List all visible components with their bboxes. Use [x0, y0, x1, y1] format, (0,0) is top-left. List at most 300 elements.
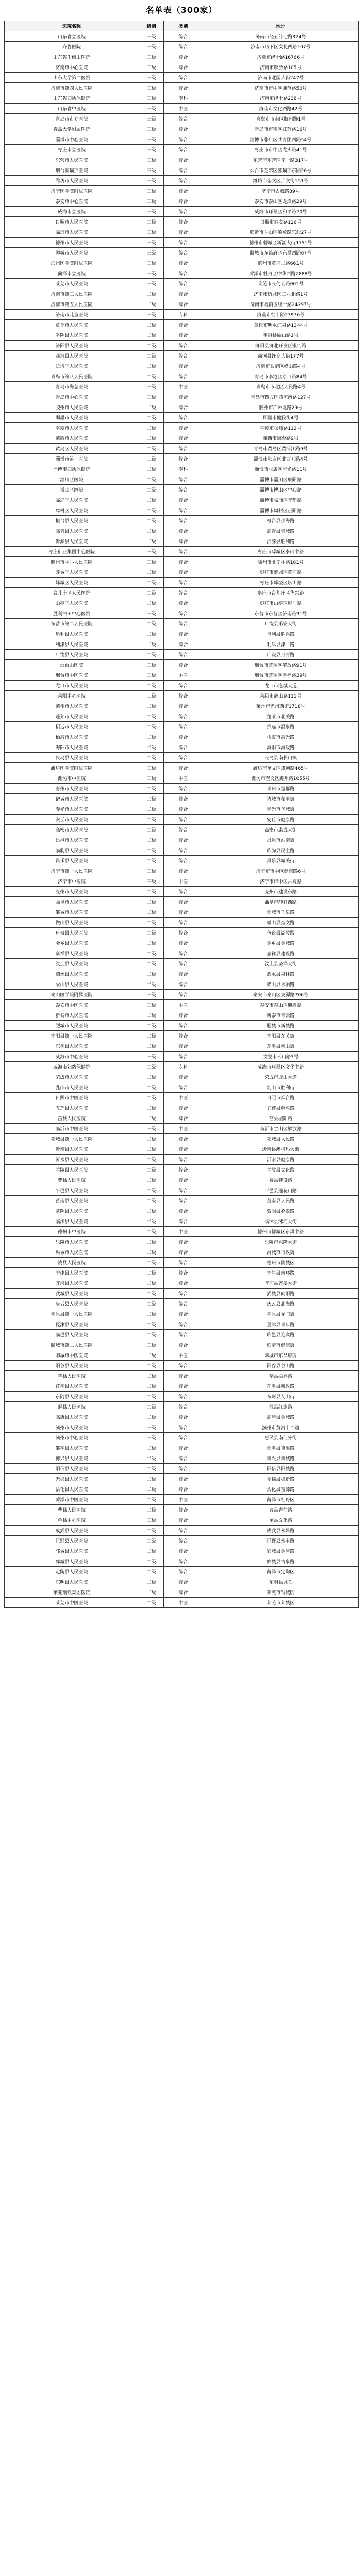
column-header-type: 类别 — [164, 21, 203, 31]
cell-address: 龙口市港城大道 — [203, 681, 358, 691]
cell-type: 中医 — [164, 1350, 203, 1361]
cell-address: 平原县龙门街 — [203, 1309, 358, 1319]
table-row — [5, 1206, 359, 1216]
cell-name: 安丘市人民医院 — [5, 815, 139, 825]
cell-level: 二级 — [139, 402, 164, 413]
cell-level: 二级 — [139, 1155, 164, 1165]
cell-name: 鄄城县人民医院 — [5, 1556, 139, 1567]
cell-name: 五莲县人民医院 — [5, 1103, 139, 1113]
table-header-row — [5, 21, 359, 31]
table-row — [5, 485, 359, 495]
cell-type: 综合 — [164, 330, 203, 341]
cell-type: 综合 — [164, 392, 203, 402]
cell-level: 三级 — [139, 114, 164, 124]
cell-level: 二级 — [139, 1227, 164, 1237]
cell-level: 二级 — [139, 1113, 164, 1124]
cell-type: 综合 — [164, 165, 203, 176]
table-row — [5, 835, 359, 845]
cell-type: 综合 — [164, 1422, 203, 1433]
cell-level: 二级 — [139, 567, 164, 578]
cell-address: 淄博市淄川区般阳路 — [203, 474, 358, 485]
cell-type: 综合 — [164, 1072, 203, 1082]
cell-type: 综合 — [164, 804, 203, 815]
cell-address: 平度市扬州路112号 — [203, 423, 358, 433]
cell-address: 枣庄市薛城区泰山中路 — [203, 547, 358, 557]
cell-level: 二级 — [139, 516, 164, 526]
cell-level: 三级 — [139, 310, 164, 320]
cell-address: 兰陵县文化路 — [203, 1165, 358, 1175]
table-row — [5, 815, 359, 825]
cell-address: 济南市经十路16766号 — [203, 52, 358, 62]
cell-level: 三级 — [139, 93, 164, 104]
cell-address: 武城县向阳路 — [203, 1289, 358, 1299]
cell-type: 中医 — [164, 1000, 203, 1010]
cell-level: 三级 — [139, 691, 164, 701]
cell-level: 二级 — [139, 629, 164, 639]
cell-address: 莱芜市钢城区 — [203, 1587, 358, 1598]
cell-level: 二级 — [139, 1443, 164, 1453]
table-row — [5, 1278, 359, 1289]
cell-address: 郯城县人民路 — [203, 1134, 358, 1144]
cell-type: 综合 — [164, 1587, 203, 1598]
cell-name: 东明县人民医院 — [5, 1577, 139, 1587]
cell-type: 综合 — [164, 176, 203, 186]
cell-type: 综合 — [164, 990, 203, 1000]
cell-level: 二级 — [139, 804, 164, 815]
cell-level: 二级 — [139, 825, 164, 835]
table-row — [5, 608, 359, 619]
cell-type: 综合 — [164, 1402, 203, 1412]
cell-address: 莘县振兴路 — [203, 1371, 358, 1381]
cell-level: 二级 — [139, 1082, 164, 1093]
table-row — [5, 1237, 359, 1247]
cell-level: 二级 — [139, 650, 164, 660]
cell-type: 综合 — [164, 1474, 203, 1484]
cell-name: 即墨市人民医院 — [5, 413, 139, 423]
cell-type: 综合 — [164, 763, 203, 773]
cell-type: 综合 — [164, 1392, 203, 1402]
cell-level: 二级 — [139, 351, 164, 361]
table-row — [5, 495, 359, 505]
cell-name: 潍坊市中医院 — [5, 773, 139, 784]
cell-type: 综合 — [164, 1536, 203, 1546]
cell-level: 二级 — [139, 1247, 164, 1258]
table-row — [5, 526, 359, 536]
cell-type: 综合 — [164, 794, 203, 804]
cell-type: 综合 — [164, 1556, 203, 1567]
table-row — [5, 578, 359, 588]
cell-address: 泰安市泰山区龙潭路706号 — [203, 990, 358, 1000]
cell-name: 潍坊医学院附属医院 — [5, 763, 139, 773]
table-row — [5, 258, 359, 268]
cell-type: 综合 — [164, 495, 203, 505]
cell-address: 沾化县富源路 — [203, 1484, 358, 1495]
cell-level: 二级 — [139, 1237, 164, 1247]
cell-address: 费县建设路 — [203, 1175, 358, 1185]
cell-address: 桓台县少海路 — [203, 516, 358, 526]
cell-name: 莱芜钢铁集团医院 — [5, 1587, 139, 1598]
cell-address: 日照市泰安路126号 — [203, 217, 358, 227]
cell-type: 综合 — [164, 897, 203, 907]
cell-name: 泰安市中医医院 — [5, 1000, 139, 1010]
cell-address: 巨野县永丰路 — [203, 1536, 358, 1546]
cell-type: 中医 — [164, 1124, 203, 1134]
cell-address: 平邑县莲花山路 — [203, 1185, 358, 1196]
table-row — [5, 1144, 359, 1155]
cell-name: 莱州市人民医院 — [5, 701, 139, 711]
cell-name: 德州市人民医院 — [5, 238, 139, 248]
cell-level: 二级 — [139, 1206, 164, 1216]
table-row — [5, 248, 359, 258]
cell-name: 肥城市人民医院 — [5, 1021, 139, 1031]
cell-level: 三级 — [139, 876, 164, 887]
cell-address: 郓城县金河路 — [203, 1546, 358, 1556]
cell-name: 沂水县人民医院 — [5, 1155, 139, 1165]
cell-address: 高密市康成大街 — [203, 825, 358, 835]
cell-name: 蓬莱市人民医院 — [5, 711, 139, 722]
cell-level: 二级 — [139, 1505, 164, 1515]
cell-address: 青州市益都路 — [203, 784, 358, 794]
table-row — [5, 959, 359, 969]
table-row — [5, 1124, 359, 1134]
table-row — [5, 433, 359, 444]
cell-level: 三级 — [139, 52, 164, 62]
table-row — [5, 887, 359, 897]
cell-type: 综合 — [164, 413, 203, 423]
cell-type: 专科 — [164, 93, 203, 104]
cell-type: 综合 — [164, 1577, 203, 1587]
cell-name: 枣庄矿业集团中心医院 — [5, 547, 139, 557]
cell-level: 三级 — [139, 155, 164, 165]
cell-type: 中医 — [164, 670, 203, 681]
cell-level: 二级 — [139, 742, 164, 753]
cell-level: 二级 — [139, 1268, 164, 1278]
cell-address: 济南市解放路105号 — [203, 62, 358, 73]
cell-type: 综合 — [164, 1526, 203, 1536]
cell-name: 博山区医院 — [5, 485, 139, 495]
cell-name: 微山县人民医院 — [5, 918, 139, 928]
table-row — [5, 547, 359, 557]
table-row — [5, 124, 359, 134]
table-row — [5, 763, 359, 773]
table-row — [5, 598, 359, 608]
cell-name: 日照市人民医院 — [5, 217, 139, 227]
cell-name: 威海市中心医院 — [5, 1052, 139, 1062]
cell-address: 微山县奎文路 — [203, 918, 358, 928]
cell-level: 三级 — [139, 62, 164, 73]
table-row — [5, 660, 359, 670]
cell-level: 三级 — [139, 238, 164, 248]
cell-type: 综合 — [164, 361, 203, 371]
cell-address: 荣成市成山大道 — [203, 1072, 358, 1082]
cell-address: 淄博市临淄区齐都路 — [203, 495, 358, 505]
cell-name: 高青县人民医院 — [5, 526, 139, 536]
cell-type: 综合 — [164, 660, 203, 670]
cell-name: 蒙阴县人民医院 — [5, 1206, 139, 1216]
cell-address: 德州市德城区东风中路 — [203, 1227, 358, 1237]
cell-address: 乐陵市兴隆大街 — [203, 1237, 358, 1247]
table-row — [5, 1505, 359, 1515]
cell-type: 综合 — [164, 547, 203, 557]
cell-address: 东明县城关 — [203, 1577, 358, 1587]
cell-name: 龙口市人民医院 — [5, 681, 139, 691]
table-row — [5, 969, 359, 979]
cell-address: 招远市温泉路 — [203, 722, 358, 732]
cell-type: 专科 — [164, 464, 203, 474]
cell-level: 三级 — [139, 227, 164, 238]
cell-address: 枣庄市峄城区坛山路 — [203, 578, 358, 588]
cell-name: 章丘市人民医院 — [5, 320, 139, 330]
cell-name: 曲阜市人民医院 — [5, 897, 139, 907]
cell-type: 综合 — [164, 371, 203, 382]
cell-address: 菏泽市定陶区 — [203, 1567, 358, 1577]
table-row — [5, 938, 359, 948]
cell-type: 综合 — [164, 516, 203, 526]
table-row — [5, 454, 359, 464]
cell-name: 禹城市人民医院 — [5, 1247, 139, 1258]
cell-name: 聊城市中医医院 — [5, 1350, 139, 1361]
cell-level: 二级 — [139, 526, 164, 536]
cell-address: 嘉祥县建设路 — [203, 948, 358, 959]
cell-name: 济阳县人民医院 — [5, 341, 139, 351]
cell-name: 莒南县人民医院 — [5, 1196, 139, 1206]
cell-name: 东平县人民医院 — [5, 1041, 139, 1052]
cell-name: 宁阳县第一人民医院 — [5, 1031, 139, 1041]
cell-name: 烟台毓璜顶医院 — [5, 165, 139, 176]
cell-type: 综合 — [164, 825, 203, 835]
cell-address: 德州市陵城区 — [203, 1258, 358, 1268]
table-row — [5, 186, 359, 196]
cell-name: 武城县人民医院 — [5, 1289, 139, 1299]
cell-type: 综合 — [164, 1433, 203, 1443]
page-title: 名单表（300家） — [145, 5, 218, 15]
cell-name: 济南市儿童医院 — [5, 310, 139, 320]
table-row — [5, 1340, 359, 1350]
table-row — [5, 557, 359, 567]
cell-address: 东营市东营区济南路31号 — [203, 608, 358, 619]
cell-type: 中医 — [164, 1227, 203, 1237]
cell-level: 二级 — [139, 371, 164, 382]
cell-name: 青岛市市立医院 — [5, 114, 139, 124]
cell-type: 综合 — [164, 1464, 203, 1474]
cell-name: 烟台市中医医院 — [5, 670, 139, 681]
table-row — [5, 711, 359, 722]
table-row — [5, 794, 359, 804]
cell-level: 二级 — [139, 1464, 164, 1474]
cell-level: 三级 — [139, 866, 164, 876]
table-row — [5, 196, 359, 207]
table-row — [5, 1289, 359, 1299]
cell-address: 金乡县金城路 — [203, 938, 358, 948]
cell-level: 三级 — [139, 279, 164, 289]
table-row — [5, 567, 359, 578]
cell-level: 二级 — [139, 1474, 164, 1484]
table-row — [5, 804, 359, 815]
cell-address: 阳谷县谷山路 — [203, 1361, 358, 1371]
cell-address: 齐河县齐晏大街 — [203, 1278, 358, 1289]
cell-name: 高密市人民医院 — [5, 825, 139, 835]
table-row — [5, 773, 359, 784]
cell-name: 周村区人民医院 — [5, 505, 139, 516]
cell-type: 综合 — [164, 145, 203, 155]
cell-type: 综合 — [164, 1247, 203, 1258]
cell-level: 二级 — [139, 1309, 164, 1319]
table-row — [5, 897, 359, 907]
cell-type: 综合 — [164, 485, 203, 495]
cell-name: 费县人民医院 — [5, 1175, 139, 1185]
cell-address: 威海市环翠区文化中路 — [203, 1062, 358, 1072]
table-row — [5, 165, 359, 176]
cell-name: 临邑县人民医院 — [5, 1330, 139, 1340]
cell-level: 二级 — [139, 722, 164, 732]
cell-address: 诸城市和平街 — [203, 794, 358, 804]
cell-level: 三级 — [139, 1340, 164, 1350]
cell-level: 二级 — [139, 1072, 164, 1082]
cell-type: 综合 — [164, 701, 203, 711]
cell-type: 综合 — [164, 238, 203, 248]
table-row — [5, 1103, 359, 1113]
cell-address: 商河县许商大街177号 — [203, 351, 358, 361]
cell-level: 三级 — [139, 268, 164, 279]
cell-address: 利津县津二路 — [203, 639, 358, 650]
cell-level: 三级 — [139, 990, 164, 1000]
cell-type: 综合 — [164, 938, 203, 948]
table-row — [5, 83, 359, 93]
cell-address: 菏泽市牡丹区 — [203, 1495, 358, 1505]
cell-name: 平度市人民医院 — [5, 423, 139, 433]
cell-address: 淄博市博山区中心路 — [203, 485, 358, 495]
cell-level: 三级 — [139, 217, 164, 227]
table-row — [5, 1299, 359, 1309]
table-row — [5, 784, 359, 794]
cell-address: 莱芜市长勺北路001号 — [203, 279, 358, 289]
cell-name: 山东大学第二医院 — [5, 73, 139, 83]
table-row — [5, 1031, 359, 1041]
cell-address: 梁山县水泊路 — [203, 979, 358, 990]
cell-type: 综合 — [164, 598, 203, 608]
cell-name: 沂南县人民医院 — [5, 1144, 139, 1155]
cell-name: 平邑县人民医院 — [5, 1185, 139, 1196]
cell-name: 滨州市中心医院 — [5, 1433, 139, 1443]
cell-type: 综合 — [164, 856, 203, 866]
table-row — [5, 1309, 359, 1319]
cell-name: 黄岛区人民医院 — [5, 444, 139, 454]
cell-level: 三级 — [139, 670, 164, 681]
cell-name: 威海市妇幼保健院 — [5, 1062, 139, 1072]
cell-type: 综合 — [164, 1381, 203, 1392]
cell-address: 济阳县济北开发区银河路 — [203, 341, 358, 351]
cell-name: 泗水县人民医院 — [5, 969, 139, 979]
cell-address: 聊城市东昌府区 — [203, 1350, 358, 1361]
cell-level: 二级 — [139, 928, 164, 938]
cell-type: 综合 — [164, 1412, 203, 1422]
cell-name: 青州市人民医院 — [5, 784, 139, 794]
cell-name: 招远市人民医院 — [5, 722, 139, 732]
cell-level: 三级 — [139, 165, 164, 176]
cell-type: 综合 — [164, 784, 203, 794]
cell-address: 惠民县南门外街 — [203, 1433, 358, 1443]
cell-address: 济南市长清区峰山路4号 — [203, 361, 358, 371]
cell-address: 鄄城县古泉路 — [203, 1556, 358, 1567]
cell-level: 二级 — [139, 536, 164, 547]
cell-address: 胶州市广州北路29号 — [203, 402, 358, 413]
cell-level: 二级 — [139, 1495, 164, 1505]
table-row — [5, 1319, 359, 1330]
cell-name: 济宁医学院附属医院 — [5, 186, 139, 196]
cell-level: 二级 — [139, 1381, 164, 1392]
table-row — [5, 866, 359, 876]
cell-address: 青岛市市南区江苏路16号 — [203, 124, 358, 134]
cell-type: 综合 — [164, 1144, 203, 1155]
cell-level: 二级 — [139, 856, 164, 866]
cell-address: 青岛市市南区胶州路1号 — [203, 114, 358, 124]
cell-name: 广饶县人民医院 — [5, 650, 139, 660]
table-row — [5, 948, 359, 959]
cell-level: 二级 — [139, 299, 164, 310]
cell-name: 齐鲁医院 — [5, 42, 139, 52]
cell-name: 莱阳中心医院 — [5, 691, 139, 701]
table-row — [5, 52, 359, 62]
cell-address: 莱芜市莱城区 — [203, 1598, 358, 1608]
table-row — [5, 1526, 359, 1536]
table-row — [5, 536, 359, 547]
cell-address: 肥城市新城路 — [203, 1021, 358, 1031]
cell-name: 垦利县人民医院 — [5, 629, 139, 639]
cell-type: 综合 — [164, 959, 203, 969]
cell-type: 综合 — [164, 536, 203, 547]
table-row — [5, 1227, 359, 1237]
cell-address: 莱西市烟台路9号 — [203, 433, 358, 444]
cell-address: 蓬莱市北关路 — [203, 711, 358, 722]
cell-address: 威海市环翠区和平路70号 — [203, 207, 358, 217]
cell-name: 山亭区人民医院 — [5, 598, 139, 608]
table-row — [5, 207, 359, 217]
cell-type: 综合 — [164, 1505, 203, 1515]
column-header-level: 级别 — [139, 21, 164, 31]
cell-address: 禹城市行政街 — [203, 1247, 358, 1258]
cell-level: 三级 — [139, 258, 164, 268]
cell-name: 平原县第一人民医院 — [5, 1309, 139, 1319]
cell-type: 综合 — [164, 866, 203, 876]
cell-type: 综合 — [164, 1289, 203, 1299]
cell-type: 综合 — [164, 1237, 203, 1247]
table-row — [5, 1082, 359, 1093]
cell-type: 综合 — [164, 505, 203, 516]
table-row — [5, 650, 359, 660]
cell-name: 桓台县人民医院 — [5, 516, 139, 526]
table-row — [5, 1041, 359, 1052]
cell-level: 二级 — [139, 918, 164, 928]
cell-type: 综合 — [164, 186, 203, 196]
cell-level: 三级 — [139, 547, 164, 557]
table-row — [5, 990, 359, 1000]
cell-level: 三级 — [139, 196, 164, 207]
table-row — [5, 1422, 359, 1433]
cell-name: 威海市立医院 — [5, 207, 139, 217]
table-row — [5, 1072, 359, 1082]
cell-level: 二级 — [139, 1165, 164, 1175]
cell-name: 青岛市中心医院 — [5, 392, 139, 402]
table-row — [5, 1556, 359, 1567]
cell-type: 综合 — [164, 1299, 203, 1309]
table-row — [5, 1155, 359, 1165]
cell-type: 综合 — [164, 608, 203, 619]
cell-address: 单县文化路 — [203, 1515, 358, 1526]
cell-address: 枣庄市山亭区府前路 — [203, 598, 358, 608]
cell-address: 广饶县乐安大街 — [203, 619, 358, 629]
cell-level: 二级 — [139, 619, 164, 629]
cell-type: 综合 — [164, 619, 203, 629]
